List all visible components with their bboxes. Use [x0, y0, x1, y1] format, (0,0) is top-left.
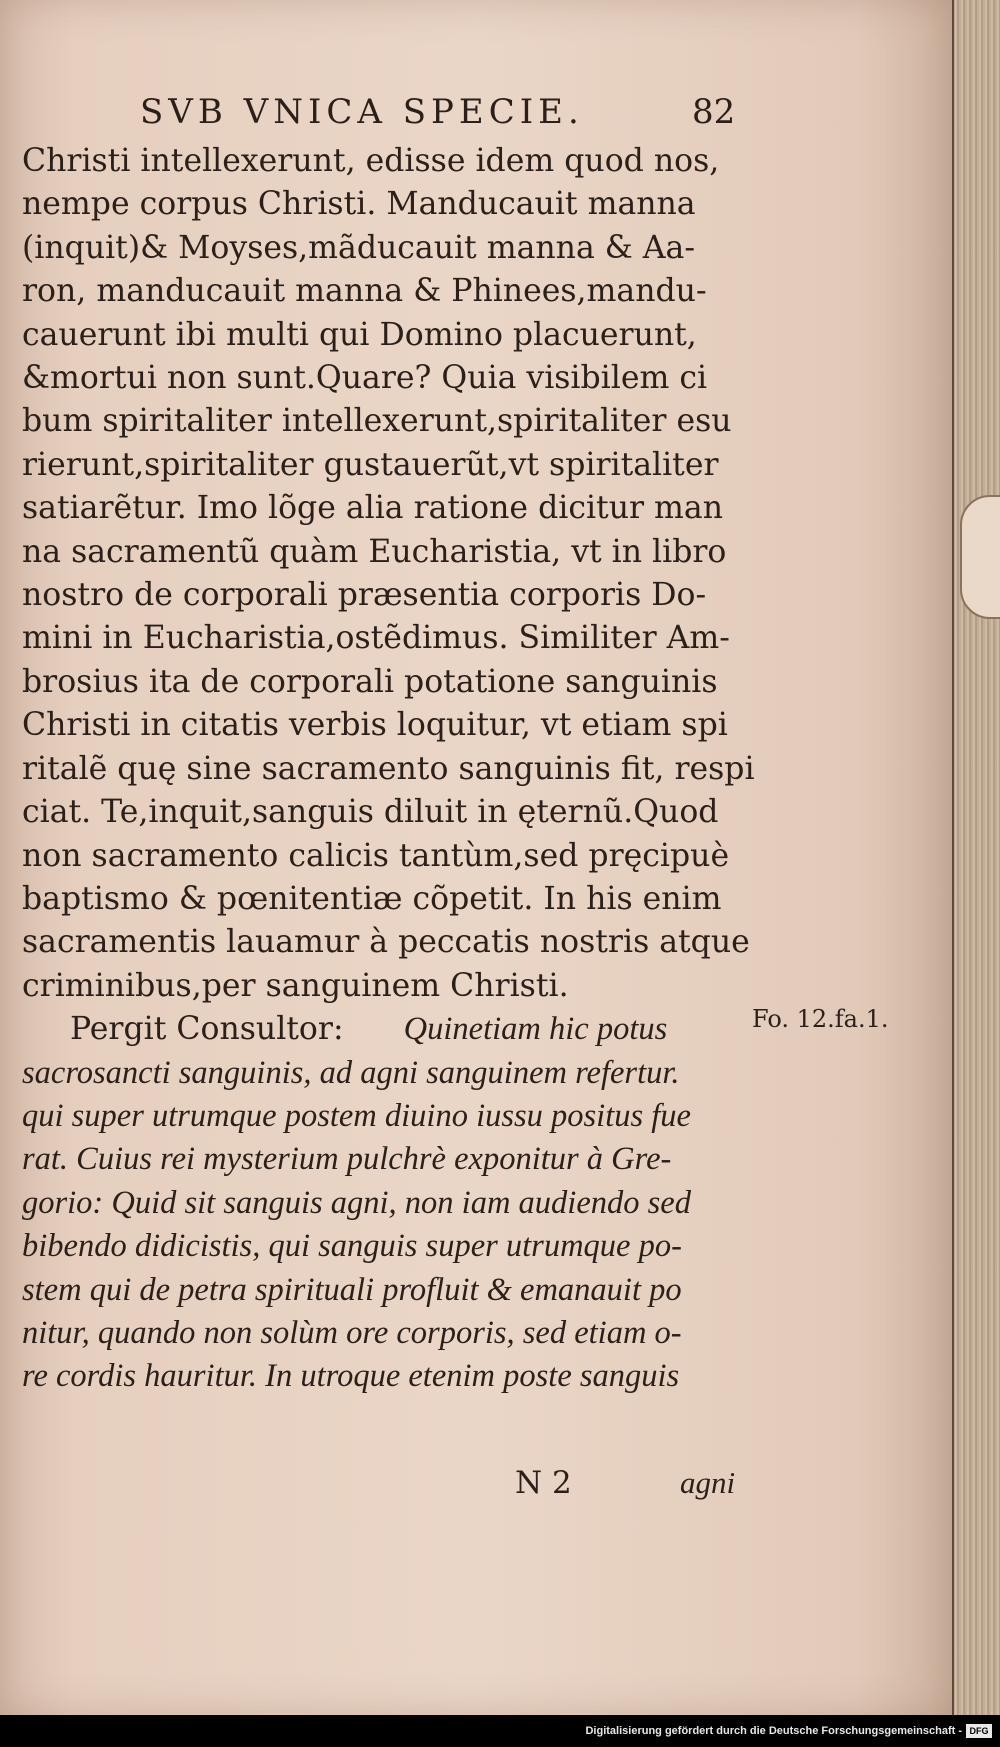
italic-text-line: bibendo didicistis, qui sanguis super utrumque po-	[22, 1228, 682, 1265]
italic-text-line: nitur, quando non solùm ore corporis, sed etiam o-	[22, 1314, 682, 1351]
paragraph-start-line	[22, 1008, 742, 1051]
text-line: Christi intellexerunt, edisse idem quod nos,	[22, 143, 720, 179]
text-line: na sacramentũ quàm Eucharistia, vt in libro	[22, 533, 727, 570]
italic-text-line: rat. Cuius rei mysterium pulchrè exponitur à Gre-	[22, 1141, 672, 1178]
text-line: non sacramento calicis tantùm,sed pręcipuè	[22, 837, 730, 874]
italic-text-line: qui super utrumque postem diuino iussu positus fue	[22, 1097, 691, 1134]
text-line: brosius ita de corporali potatione sanguinis	[22, 663, 718, 700]
text-line: cauerunt ibi multi qui Domino placuerunt,	[22, 316, 697, 353]
roman-text-block	[22, 140, 755, 1008]
running-head: SVB VNICA SPECIE.	[140, 92, 584, 132]
text-line: sacramentis lauamur à peccatis nostris atque	[22, 924, 750, 961]
text-line: (inquit)& Moyses,mãducauit manna & Aa-	[22, 229, 695, 266]
body-text	[22, 140, 755, 1399]
italic-text-block	[22, 1052, 742, 1399]
text-line: criminibus,per sanguinem Christi.	[22, 967, 569, 1004]
signature-mark: N 2	[515, 1465, 572, 1501]
text-line: mini in Eucharistia,ostẽdimus. Similiter Am-	[22, 620, 730, 657]
text-line: ron, manducauit manna & Phinees,mandu-	[22, 273, 707, 310]
catchword: agni	[680, 1465, 736, 1500]
italic-text-line: re cordis hauritur. In utroque etenim poste sanguis	[22, 1358, 680, 1395]
italic-text-line: gorio: Quid sit sanguis agni, non iam audiendo sed	[22, 1184, 691, 1221]
para-roman-text: Pergit Consultor:	[70, 1011, 344, 1048]
text-line: rierunt,spiritaliter gustauerũt,vt spiritaliter	[22, 446, 719, 483]
italic-text-line: stem qui de petra spirituali profluit & emanauit po	[22, 1271, 682, 1308]
book-clasp	[960, 495, 1000, 619]
italic-text-line: sacrosancti sanguinis, ad agni sanguinem refertur.	[22, 1054, 680, 1091]
text-line: Christi in citatis verbis loquitur, vt etiam spi	[22, 707, 728, 744]
text-line: nempe corpus Christi. Manducauit manna	[22, 186, 696, 223]
text-line: baptismo & pœnitentiæ cõpetit. In his enim	[22, 880, 722, 917]
footer-credit: Digitalisierung gefördert durch die Deutsche Forschungsgemeinschaft -	[585, 1725, 962, 1737]
page-edges	[952, 0, 1000, 1715]
text-line: ritalẽ quę sine sacramento sanguinis fit, respi	[22, 750, 755, 787]
text-line: nostro de corporali præsentia corporis Do-	[22, 577, 707, 614]
para-italic-text: Quinetiam hic potus	[403, 1011, 668, 1048]
text-line: bum spiritaliter intellexerunt,spiritaliter esu	[22, 403, 732, 440]
dfg-logo: DFG	[966, 1724, 992, 1738]
text-line: ciat. Te,inquit,sanguis diluit in ęternũ.Quod	[22, 794, 719, 831]
text-line: &mortui non sunt.Quare? Quia visibilem ci	[22, 360, 708, 397]
text-line: satiarẽtur. Imo lõge alia ratione dicitur man	[22, 490, 723, 527]
marginal-note: Fo. 12.fa.1.	[752, 1005, 889, 1033]
page-number: 82	[692, 92, 736, 132]
